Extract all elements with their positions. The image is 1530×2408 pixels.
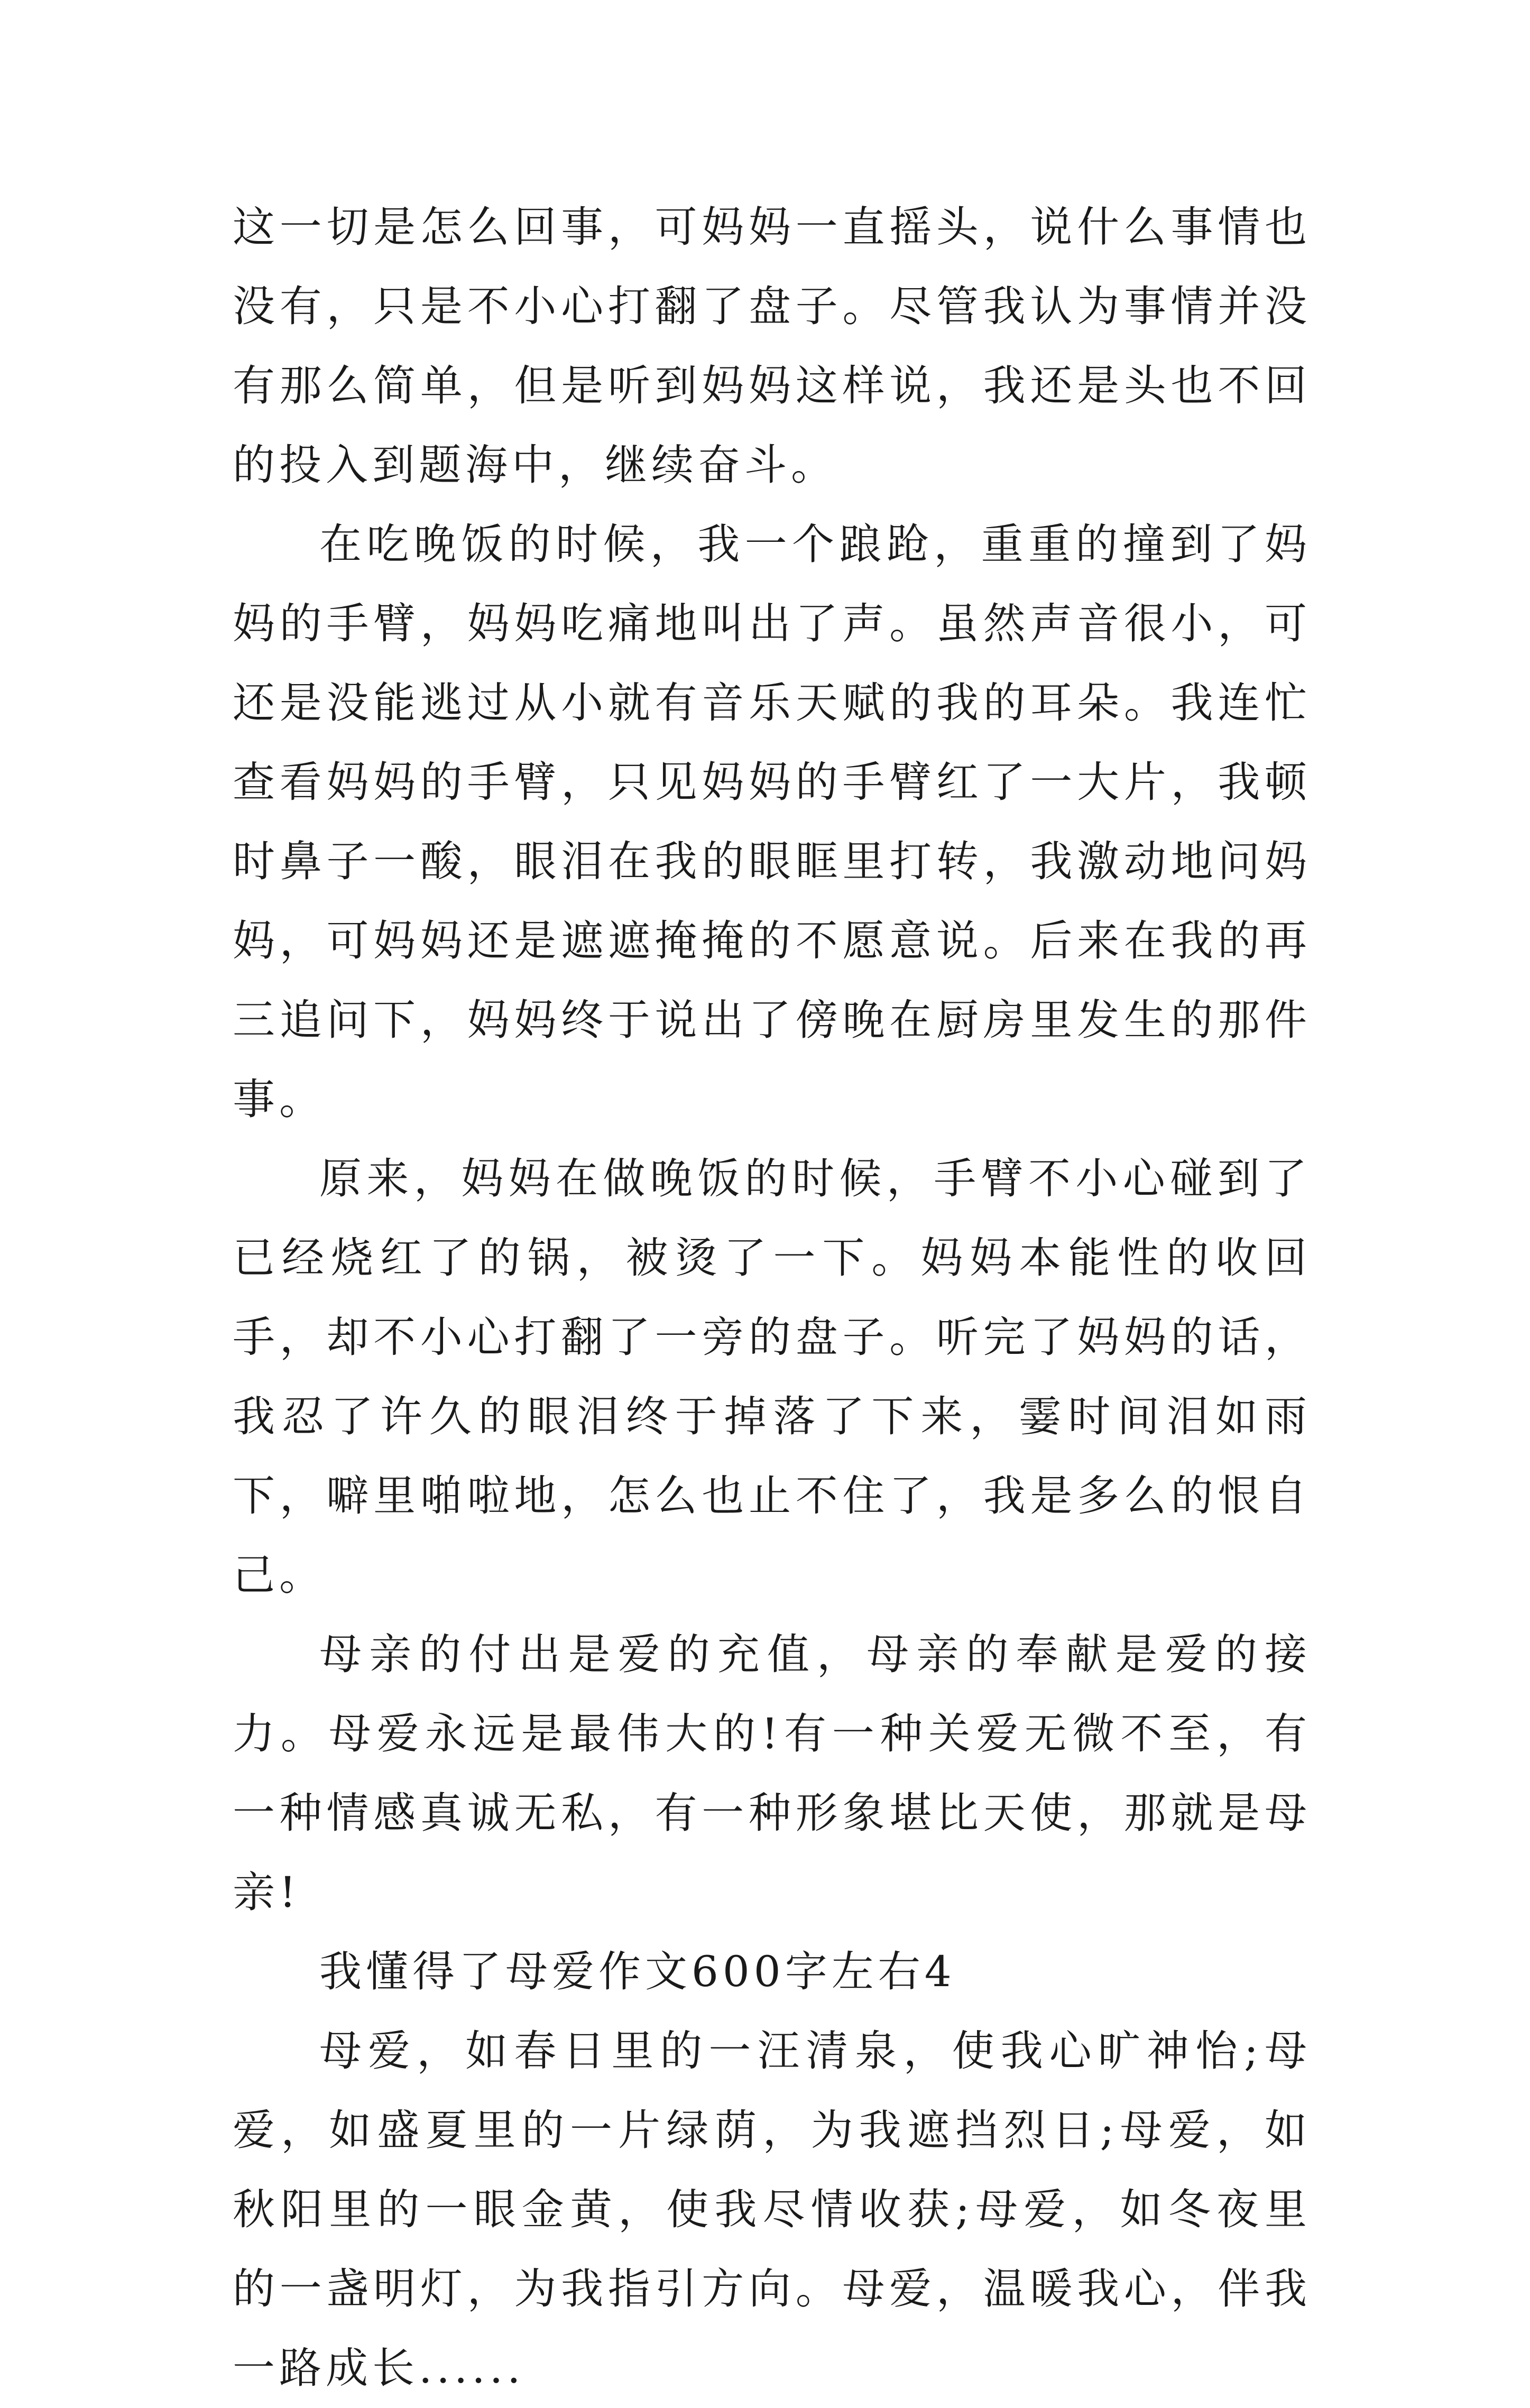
paragraph-intro: 母爱，如春日里的一汪清泉，使我心旷神怡;母爱，如盛夏里的一片绿荫，为我遮挡烈日;母爱，如秋阳里的一眼金黄，使我尽情收获;母爱，如冬夜里的一盏明灯，为我指引方向。母爱，温暖我心，伴我一路成长......: [233, 2026, 1311, 2393]
paragraph-dinner: 在吃晚饭的时候，我一个踉跄，重重的撞到了妈妈的手臂，妈妈吃痛地叫出了声。虽然声音很小，可还是没能逃过从小就有音乐天赋的我的耳朵。我连忙查看妈妈的手臂，只见妈妈的手臂红了一大片，我顿时鼻子一酸，眼泪在我的眼眶里打转，我激动地问妈妈，可妈妈还是遮遮掩掩的不愿意说。后来在我的再三追问下，妈妈终于说出了傍晚在厨房里发生的那件事。: [233, 520, 1311, 1124]
paragraph-explanation: 原来，妈妈在做晚饭的时候，手臂不小心碰到了已经烧红了的锅，被烫了一下。妈妈本能性的收回手，却不小心打翻了一旁的盘子。听完了妈妈的话，我忍了许久的眼泪终于掉落了下来，霎时间泪如雨下，噼里啪啦地，怎么也止不住了，我是多么的恨自己。: [233, 1154, 1311, 1600]
essay-title: 我懂得了母爱作文600字左右4: [319, 1947, 956, 1996]
document-body: [233, 188, 1311, 2408]
paragraph-conclusion: 母亲的付出是爱的充值，母亲的奉献是爱的接力。母爱永远是最伟大的!有一种关爱无微不至，有一种情感真诚无私，有一种形象堪比天使，那就是母亲!: [233, 1630, 1311, 1917]
paragraph-continuation: 这一切是怎么回事，可妈妈一直摇头，说什么事情也没有，只是不小心打翻了盘子。尽管我认为事情并没有那么简单，但是听到妈妈这样说，我还是头也不回的投入到题海中，继续奋斗。: [233, 202, 1311, 490]
